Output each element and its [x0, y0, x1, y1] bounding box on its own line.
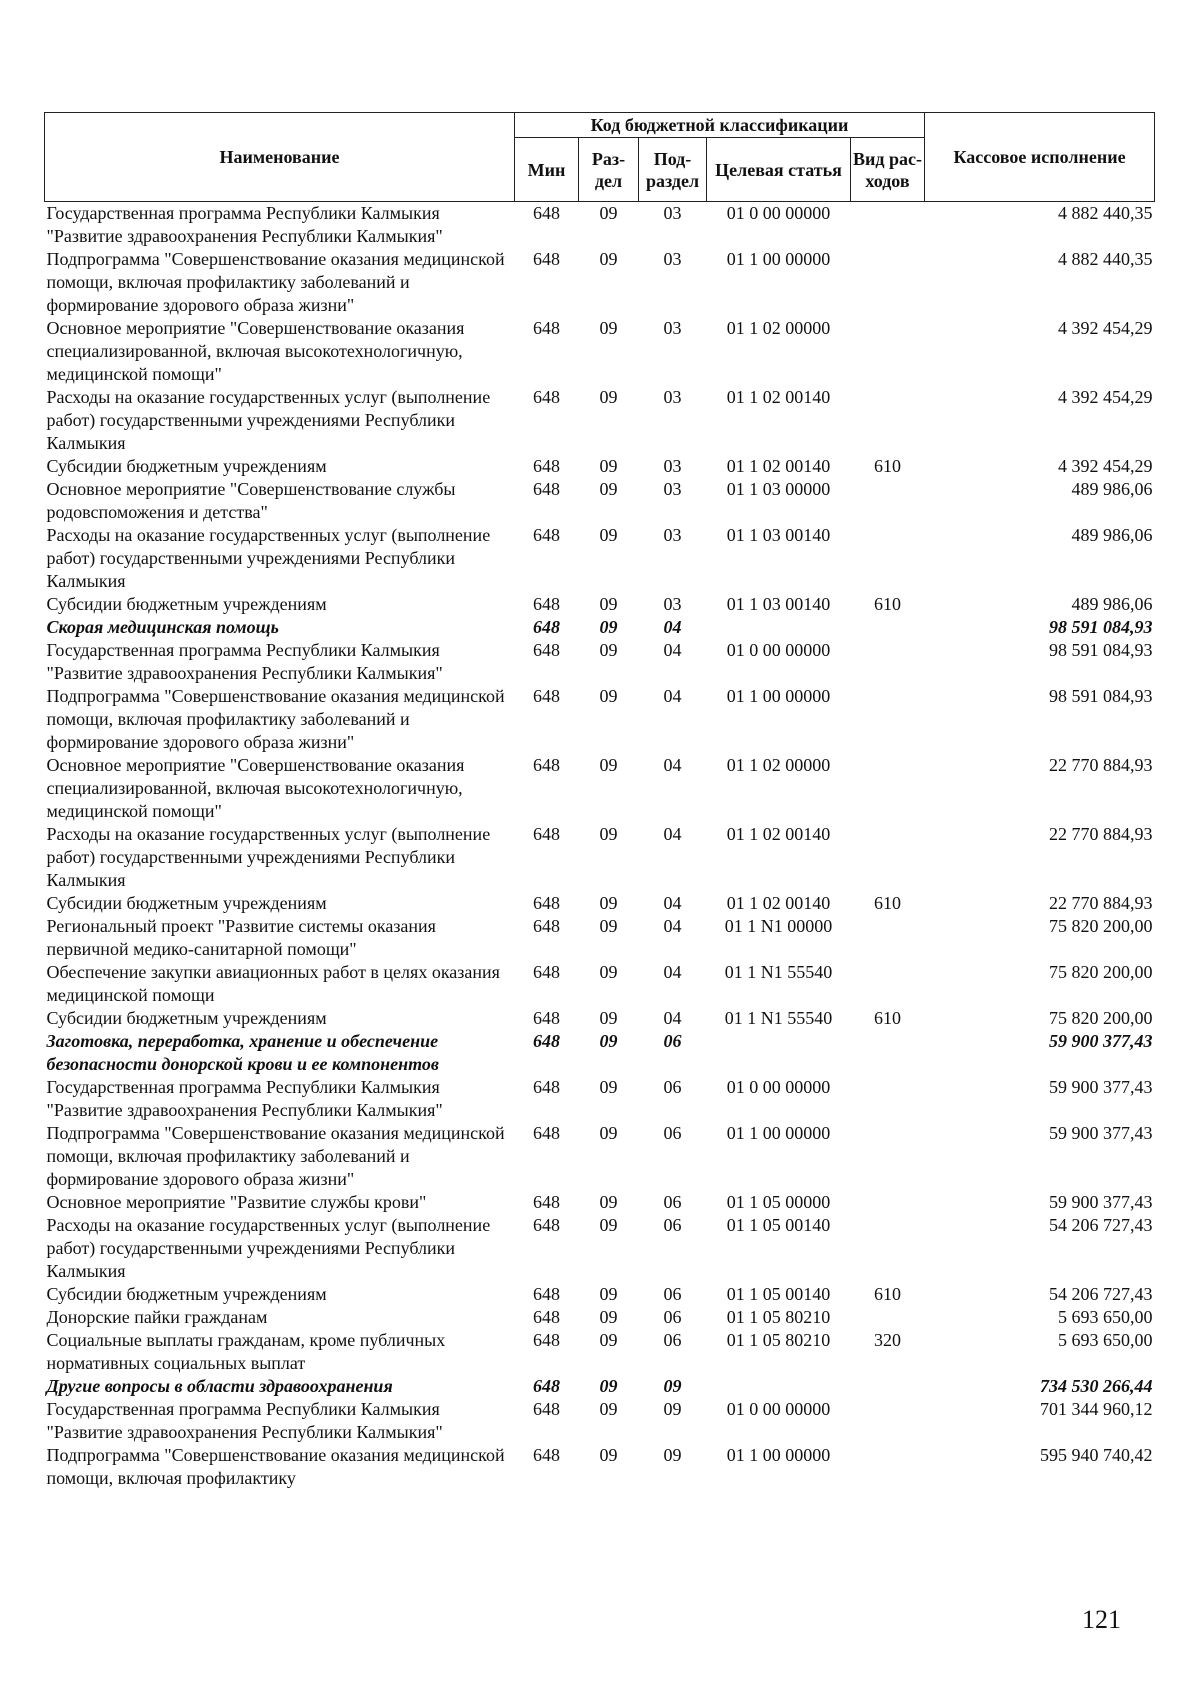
row-tselevaya-cell: 01 1 02 00140	[726, 824, 831, 844]
row-tselevaya-cell: 01 1 02 00000	[726, 318, 831, 338]
row-amount-cell: 75 820 200,00	[1049, 962, 1153, 982]
row-min-cell: 648	[533, 1445, 560, 1465]
row-podrazdel-cell: 06	[663, 1123, 682, 1143]
row-min-cell: 648	[533, 686, 560, 706]
row-amount-cell: 98 591 084,93	[1049, 617, 1153, 637]
row-name-cell: Субсидии бюджетным учреждениям	[46, 893, 327, 913]
row-vid-cell: 320	[874, 1330, 901, 1350]
table-row	[45, 248, 1155, 317]
row-podrazdel-cell: 04	[663, 640, 682, 660]
row-vid-cell	[851, 478, 925, 524]
row-tselevaya-cell: 01 1 05 80210	[726, 1330, 831, 1350]
row-podrazdel-cell: 04	[663, 916, 682, 936]
page-number: 121	[1082, 1605, 1121, 1634]
table-row	[45, 386, 1155, 455]
row-name-cell: Заготовка, переработка, хранение и обеспечение безопасности донорской крови и ее компонентов	[46, 1031, 439, 1074]
row-razdel-cell: 09	[599, 916, 618, 936]
row-razdel-cell: 09	[599, 1031, 618, 1051]
row-min-cell: 648	[533, 916, 560, 936]
row-name-cell: Государственная программа Республики Калмыкия "Развитие здравоохранения Республики Калмыкия"	[46, 640, 443, 683]
row-vid-cell	[851, 915, 925, 961]
row-min-cell: 648	[533, 479, 560, 499]
row-amount-cell: 54 206 727,43	[1049, 1215, 1153, 1235]
row-name-cell: Государственная программа Республики Калмыкия "Развитие здравоохранения Республики Калмыкия"	[46, 1077, 443, 1120]
row-podrazdel-cell: 09	[663, 1399, 682, 1419]
row-min-cell: 648	[533, 893, 560, 913]
header-kassovoe: Кассовое исполнение	[925, 113, 1155, 202]
row-razdel-cell: 09	[599, 962, 618, 982]
row-razdel-cell: 09	[599, 617, 618, 637]
row-name-cell: Субсидии бюджетным учреждениям	[46, 594, 327, 614]
row-min-cell: 648	[533, 1031, 560, 1051]
row-tselevaya-cell: 01 1 05 00000	[726, 1192, 831, 1212]
row-podrazdel-cell: 04	[663, 755, 682, 775]
row-amount-cell: 4 882 440,35	[1058, 203, 1153, 223]
row-podrazdel-cell: 03	[663, 479, 682, 499]
table-row	[45, 1444, 1155, 1490]
row-vid-cell: 610	[874, 893, 901, 913]
row-min-cell: 648	[533, 249, 560, 269]
table-row	[45, 685, 1155, 754]
table-row	[45, 202, 1155, 249]
row-razdel-cell: 09	[599, 1399, 618, 1419]
row-vid-cell	[851, 1191, 925, 1214]
row-tselevaya-cell: 01 1 00 00000	[726, 1123, 831, 1143]
row-razdel-cell: 09	[599, 893, 618, 913]
row-name-cell: Государственная программа Республики Калмыкия "Развитие здравоохранения Республики Калмыкия"	[46, 1399, 443, 1442]
row-vid-cell	[851, 685, 925, 754]
header-min: Мин	[515, 138, 579, 202]
row-podrazdel-cell: 03	[663, 387, 682, 407]
row-razdel-cell: 09	[599, 1077, 618, 1097]
header-tselevaya: Целевая статья	[707, 138, 851, 202]
row-tselevaya-cell: 01 0 00 00000	[726, 1077, 831, 1097]
row-name-cell: Подпрограмма "Совершенствование оказания медицинской помощи, включая профилактику заболеваний и формирование здорового образа жизни"	[46, 249, 505, 315]
row-razdel-cell: 09	[599, 686, 618, 706]
table-row	[45, 1076, 1155, 1122]
table-body	[45, 202, 1155, 1491]
row-name-cell: Основное мероприятие "Совершенствование оказания специализированной, включая высокотехнологичную, медицинской помощи"	[46, 318, 465, 384]
row-vid-cell	[851, 1375, 925, 1398]
row-tselevaya-cell: 01 1 05 00140	[726, 1215, 831, 1235]
row-name-cell: Скорая медицинская помощь	[46, 617, 279, 637]
row-podrazdel-cell: 03	[663, 318, 682, 338]
row-podrazdel-cell: 06	[663, 1215, 682, 1235]
row-podrazdel-cell: 06	[663, 1330, 682, 1350]
row-min-cell: 648	[533, 640, 560, 660]
table-row	[45, 593, 1155, 616]
row-podrazdel-cell: 06	[663, 1077, 682, 1097]
section-row	[45, 616, 1155, 639]
row-tselevaya-cell: 01 1 02 00140	[726, 893, 831, 913]
row-razdel-cell: 09	[599, 387, 618, 407]
row-tselevaya-cell: 01 1 03 00140	[726, 525, 831, 545]
row-podrazdel-cell: 03	[663, 203, 682, 223]
row-amount-cell: 54 206 727,43	[1049, 1284, 1153, 1304]
row-tselevaya-cell: 01 1 N1 00000	[724, 916, 833, 936]
header-vid: Вид рас-ходов	[851, 138, 925, 202]
row-amount-cell: 595 940 740,42	[1040, 1445, 1153, 1465]
row-razdel-cell: 09	[599, 1445, 618, 1465]
row-amount-cell: 59 900 377,43	[1049, 1031, 1153, 1051]
row-tselevaya-cell: 01 1 00 00000	[726, 686, 831, 706]
budget-table	[44, 112, 1155, 1490]
row-razdel-cell: 09	[599, 824, 618, 844]
row-min-cell: 648	[533, 456, 560, 476]
row-name-cell: Расходы на оказание государственных услуг (выполнение работ) государственными учреждениями Республики Калмыкия	[46, 387, 491, 453]
row-vid-cell	[851, 386, 925, 455]
table-row	[45, 823, 1155, 892]
row-podrazdel-cell: 03	[663, 456, 682, 476]
row-min-cell: 648	[533, 824, 560, 844]
row-min-cell: 648	[533, 1123, 560, 1143]
row-vid-cell: 610	[874, 1008, 901, 1028]
row-name-cell: Социальные выплаты гражданам, кроме публичных нормативных социальных выплат	[46, 1330, 446, 1373]
row-vid-cell	[851, 202, 925, 249]
row-min-cell: 648	[533, 1307, 560, 1327]
row-tselevaya-cell	[707, 1375, 851, 1398]
row-min-cell: 648	[533, 525, 560, 545]
row-podrazdel-cell: 09	[663, 1376, 682, 1396]
row-vid-cell	[851, 1030, 925, 1076]
row-vid-cell	[851, 317, 925, 386]
row-name-cell: Расходы на оказание государственных услуг (выполнение работ) государственными учреждениями Республики Калмыкия	[46, 525, 491, 591]
row-podrazdel-cell: 04	[663, 962, 682, 982]
row-vid-cell	[851, 524, 925, 593]
row-min-cell: 648	[533, 1008, 560, 1028]
table-row	[45, 754, 1155, 823]
row-amount-cell: 22 770 884,93	[1049, 824, 1153, 844]
row-name-cell: Подпрограмма "Совершенствование оказания медицинской помощи, включая профилактику заболеваний и формирование здорового образа жизни"	[46, 686, 505, 752]
row-razdel-cell: 09	[599, 318, 618, 338]
row-min-cell: 648	[533, 1330, 560, 1350]
table-row	[45, 478, 1155, 524]
row-amount-cell: 98 591 084,93	[1049, 686, 1153, 706]
table-row	[45, 961, 1155, 1007]
row-tselevaya-cell: 01 0 00 00000	[726, 1399, 831, 1419]
header-podrazdel: Под-раздел	[639, 138, 707, 202]
row-podrazdel-cell: 04	[663, 1008, 682, 1028]
table-row	[45, 1191, 1155, 1214]
header-razdel: Раз-дел	[579, 138, 639, 202]
row-min-cell: 648	[533, 1284, 560, 1304]
header-name: Наименование	[45, 113, 515, 202]
row-min-cell: 648	[533, 1399, 560, 1419]
row-podrazdel-cell: 06	[663, 1284, 682, 1304]
row-name-cell: Расходы на оказание государственных услуг (выполнение работ) государственными учреждениями Республики Калмыкия	[46, 1215, 491, 1281]
row-tselevaya-cell: 01 1 N1 55540	[724, 1008, 833, 1028]
row-podrazdel-cell: 03	[663, 594, 682, 614]
row-min-cell: 648	[533, 962, 560, 982]
row-tselevaya-cell: 01 1 03 00000	[726, 479, 831, 499]
row-vid-cell	[851, 616, 925, 639]
row-podrazdel-cell: 03	[663, 525, 682, 545]
row-min-cell: 648	[533, 1192, 560, 1212]
table-row	[45, 1007, 1155, 1030]
table-row	[45, 1329, 1155, 1375]
row-tselevaya-cell: 01 1 03 00140	[726, 594, 831, 614]
row-amount-cell: 701 344 960,12	[1040, 1399, 1153, 1419]
row-razdel-cell: 09	[599, 640, 618, 660]
table-row	[45, 1283, 1155, 1306]
row-tselevaya-cell: 01 1 00 00000	[726, 1445, 831, 1465]
row-tselevaya-cell: 01 1 02 00140	[726, 387, 831, 407]
row-vid-cell: 610	[874, 1284, 901, 1304]
row-amount-cell: 4 882 440,35	[1058, 249, 1153, 269]
row-min-cell: 648	[533, 594, 560, 614]
row-tselevaya-cell	[707, 1030, 851, 1076]
row-razdel-cell: 09	[599, 1284, 618, 1304]
row-amount-cell: 59 900 377,43	[1049, 1123, 1153, 1143]
row-amount-cell: 75 820 200,00	[1049, 916, 1153, 936]
row-name-cell: Основное мероприятие "Развитие службы крови"	[46, 1192, 427, 1212]
row-amount-cell: 489 986,06	[1071, 479, 1153, 499]
row-min-cell: 648	[533, 755, 560, 775]
row-tselevaya-cell: 01 1 02 00000	[726, 755, 831, 775]
row-razdel-cell: 09	[599, 1376, 618, 1396]
section-row	[45, 1375, 1155, 1398]
row-name-cell: Донорские пайки гражданам	[46, 1307, 268, 1327]
table-row	[45, 915, 1155, 961]
row-tselevaya-cell: 01 1 N1 55540	[724, 962, 833, 982]
row-amount-cell: 22 770 884,93	[1049, 893, 1153, 913]
row-tselevaya-cell: 01 1 02 00140	[726, 456, 831, 476]
row-razdel-cell: 09	[599, 1008, 618, 1028]
row-tselevaya-cell: 01 0 00 00000	[726, 640, 831, 660]
row-name-cell: Основное мероприятие "Совершенствование службы родовспоможения и детства"	[46, 479, 456, 522]
row-vid-cell	[851, 1076, 925, 1122]
header-code-group: Код бюджетной классификации	[515, 113, 925, 138]
row-podrazdel-cell: 06	[663, 1031, 682, 1051]
row-vid-cell	[851, 961, 925, 1007]
row-vid-cell	[851, 1306, 925, 1329]
row-name-cell: Подпрограмма "Совершенствование оказания медицинской помощи, включая профилактику	[46, 1445, 505, 1488]
row-vid-cell	[851, 1398, 925, 1444]
row-razdel-cell: 09	[599, 249, 618, 269]
row-razdel-cell: 09	[599, 525, 618, 545]
row-name-cell: Субсидии бюджетным учреждениям	[46, 456, 327, 476]
table-row	[45, 1214, 1155, 1283]
row-amount-cell: 4 392 454,29	[1058, 318, 1153, 338]
row-vid-cell: 610	[874, 594, 901, 614]
document-page	[44, 112, 1154, 1490]
row-name-cell: Расходы на оказание государственных услуг (выполнение работ) государственными учреждениями Республики Калмыкия	[46, 824, 491, 890]
row-tselevaya-cell	[707, 616, 851, 639]
row-tselevaya-cell: 01 0 00 00000	[726, 203, 831, 223]
row-min-cell: 648	[533, 318, 560, 338]
row-razdel-cell: 09	[599, 1330, 618, 1350]
row-amount-cell: 59 900 377,43	[1049, 1077, 1153, 1097]
table-row	[45, 892, 1155, 915]
row-vid-cell	[851, 1122, 925, 1191]
row-vid-cell: 610	[874, 456, 901, 476]
table-row	[45, 455, 1155, 478]
row-amount-cell: 59 900 377,43	[1049, 1192, 1153, 1212]
row-min-cell: 648	[533, 203, 560, 223]
row-vid-cell	[851, 639, 925, 685]
row-razdel-cell: 09	[599, 755, 618, 775]
row-min-cell: 648	[533, 1376, 560, 1396]
row-name-cell: Государственная программа Республики Калмыкия "Развитие здравоохранения Республики Калмыкия"	[46, 203, 443, 246]
row-podrazdel-cell: 04	[663, 686, 682, 706]
row-amount-cell: 5 693 650,00	[1058, 1307, 1153, 1327]
row-vid-cell	[851, 754, 925, 823]
row-name-cell: Субсидии бюджетным учреждениям	[46, 1008, 327, 1028]
row-min-cell: 648	[533, 387, 560, 407]
row-vid-cell	[851, 823, 925, 892]
row-razdel-cell: 09	[599, 1215, 618, 1235]
row-min-cell: 648	[533, 1215, 560, 1235]
row-amount-cell: 489 986,06	[1071, 594, 1153, 614]
row-name-cell: Подпрограмма "Совершенствование оказания медицинской помощи, включая профилактику заболеваний и формирование здорового образа жизни"	[46, 1123, 505, 1189]
table-header	[45, 113, 1155, 202]
row-podrazdel-cell: 09	[663, 1445, 682, 1465]
row-vid-cell	[851, 248, 925, 317]
row-name-cell: Другие вопросы в области здравоохранения	[46, 1376, 393, 1396]
row-podrazdel-cell: 03	[663, 249, 682, 269]
table-row	[45, 639, 1155, 685]
table-row	[45, 1306, 1155, 1329]
row-tselevaya-cell: 01 1 05 00140	[726, 1284, 831, 1304]
row-razdel-cell: 09	[599, 594, 618, 614]
row-name-cell: Региональный проект "Развитие системы оказания первичной медико-санитарной помощи"	[46, 916, 436, 959]
row-min-cell: 648	[533, 617, 560, 637]
row-razdel-cell: 09	[599, 1192, 618, 1212]
table-row	[45, 1398, 1155, 1444]
table-row	[45, 524, 1155, 593]
row-tselevaya-cell: 01 1 00 00000	[726, 249, 831, 269]
row-podrazdel-cell: 06	[663, 1192, 682, 1212]
row-min-cell: 648	[533, 1077, 560, 1097]
row-name-cell: Обеспечение закупки авиационных работ в целях оказания медицинской помощи	[46, 962, 500, 1005]
row-amount-cell: 22 770 884,93	[1049, 755, 1153, 775]
row-amount-cell: 98 591 084,93	[1049, 640, 1153, 660]
row-amount-cell: 4 392 454,29	[1058, 456, 1153, 476]
row-podrazdel-cell: 04	[663, 824, 682, 844]
row-amount-cell: 75 820 200,00	[1049, 1008, 1153, 1028]
row-vid-cell	[851, 1214, 925, 1283]
row-amount-cell: 734 530 266,44	[1040, 1376, 1153, 1396]
row-tselevaya-cell: 01 1 05 80210	[726, 1307, 831, 1327]
row-razdel-cell: 09	[599, 1307, 618, 1327]
row-amount-cell: 4 392 454,29	[1058, 387, 1153, 407]
row-razdel-cell: 09	[599, 456, 618, 476]
row-name-cell: Основное мероприятие "Совершенствование оказания специализированной, включая высокотехнологичную, медицинской помощи"	[46, 755, 465, 821]
row-podrazdel-cell: 04	[663, 893, 682, 913]
table-row	[45, 1122, 1155, 1191]
row-amount-cell: 489 986,06	[1071, 525, 1153, 545]
row-podrazdel-cell: 04	[663, 617, 682, 637]
row-razdel-cell: 09	[599, 479, 618, 499]
row-name-cell: Субсидии бюджетным учреждениям	[46, 1284, 327, 1304]
table-row	[45, 317, 1155, 386]
section-row	[45, 1030, 1155, 1076]
row-razdel-cell: 09	[599, 1123, 618, 1143]
row-amount-cell: 5 693 650,00	[1058, 1330, 1153, 1350]
row-razdel-cell: 09	[599, 203, 618, 223]
row-vid-cell	[851, 1444, 925, 1490]
row-podrazdel-cell: 06	[663, 1307, 682, 1327]
